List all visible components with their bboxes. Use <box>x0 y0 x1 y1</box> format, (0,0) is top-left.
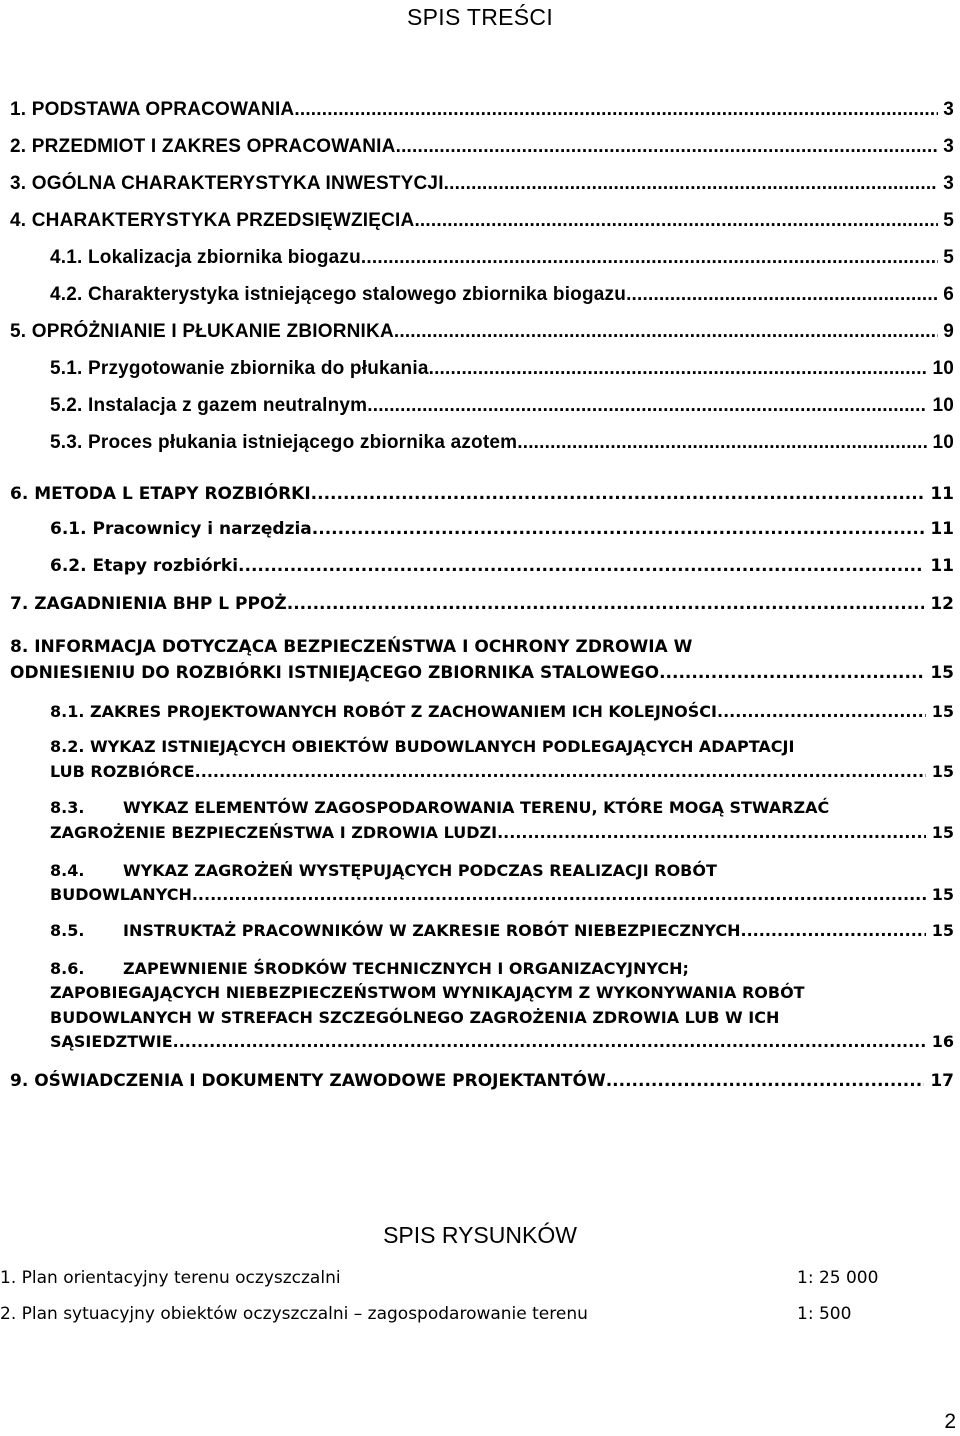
toc-entry-line3 <box>50 1006 779 1030</box>
leader-dots <box>195 760 927 784</box>
toc-entry-title: OŚWIADCZENIA I DOKUMENTY ZAWODOWE PROJEKTANTÓW <box>34 1071 606 1091</box>
toc-entry-title: ZAKRES PROJEKTOWANYCH ROBÓT Z ZACHOWANIEM ICH KOLEJNOŚCI <box>90 702 717 721</box>
toc-entry[interactable] <box>50 357 954 381</box>
toc-entry-title-cont: SĄSIEDZTWIE <box>50 1032 173 1051</box>
toc-entry-page: 17 <box>930 1071 954 1091</box>
toc-entry-line1[interactable] <box>50 796 954 820</box>
toc-entry-title-cont: ZAPOBIEGAJĄCYCH NIEBEZPIECZEŃSTWOM WYNIKAJĄCYM Z WYKONYWANIA ROBÓT <box>50 983 805 1002</box>
figure-entry[interactable] <box>0 1268 960 1294</box>
toc-entry[interactable] <box>10 172 954 196</box>
toc-entry-number: 8.6. <box>50 959 85 978</box>
toc-entry-page: 12 <box>930 594 954 614</box>
toc-entry-number: 5.2. <box>50 395 83 416</box>
toc-entry-number: 5. <box>10 321 27 342</box>
toc-entry-number: 8.5. <box>50 921 85 940</box>
toc-entry-title: Instalacja z gazem neutralnym <box>87 395 368 416</box>
toc-entry-number: 8.2. <box>50 737 85 756</box>
toc-entry-page: 15 <box>931 762 954 781</box>
toc-entry-title-cont: ODNIESIENIU DO ROZBIÓRKI ISTNIEJĄCEGO ZBIORNIKA STALOWEGO <box>10 663 660 683</box>
toc-entry-title: CHARAKTERYSTYKA PRZEDSIĘWZIĘCIA <box>31 210 415 231</box>
toc-entry[interactable] <box>10 661 954 685</box>
toc-entry[interactable] <box>10 135 954 159</box>
toc-entry-number: 4.2. <box>50 284 83 305</box>
leader-dots <box>173 1030 927 1054</box>
leader-dots <box>300 98 938 122</box>
toc-entry-title: PRZEDMIOT I ZAKRES OPRACOWANIA. <box>31 136 402 157</box>
leader-dots <box>659 661 924 685</box>
toc-entry-page: 15 <box>931 702 954 721</box>
toc-entry-page: 6 <box>943 284 954 305</box>
figure-scale: 1: 500 <box>797 1304 852 1324</box>
toc-entry-number: 7. <box>10 594 29 614</box>
toc-entry-title: METODA L ETAPY ROZBIÓRKI <box>34 484 311 504</box>
toc-entry-page: 15 <box>931 885 954 904</box>
toc-entry-number: 5.3. <box>50 432 83 453</box>
toc-entry[interactable] <box>50 431 954 455</box>
leader-dots <box>497 821 926 845</box>
toc-entry-number: 4.1. <box>50 247 83 268</box>
figure-scale: 1: 25 000 <box>797 1268 879 1288</box>
leader-dots <box>401 135 938 159</box>
toc-entry-title-cont: LUB ROZBIÓRCE <box>50 762 195 781</box>
leader-dots <box>414 209 937 233</box>
leader-dots <box>367 394 927 418</box>
toc-entry-number: 8. <box>10 637 29 657</box>
toc-title: SPIS TREŚCI <box>406 4 554 30</box>
toc-entry-page: 15 <box>930 663 954 683</box>
toc-entry-page: 11 <box>930 519 954 539</box>
toc-entry-page: 11 <box>930 556 954 576</box>
toc-entry-number: 1. <box>10 99 27 120</box>
toc-entry-line2 <box>50 981 805 1005</box>
leader-dots <box>287 592 925 616</box>
toc-entry-title: Pracownicy i narzędzia <box>92 519 312 539</box>
leader-dots <box>429 357 927 381</box>
toc-entry-page: 3 <box>943 99 954 120</box>
toc-entry[interactable] <box>50 394 954 418</box>
toc-entry[interactable] <box>50 283 954 307</box>
leader-dots <box>312 517 925 541</box>
leader-dots <box>399 320 937 344</box>
toc-entry-title-cont: BUDOWLANYCH W STREFACH SZCZEGÓLNEGO ZAGROŻENIA ZDROWIA LUB W ICH <box>50 1008 780 1027</box>
toc-entry-number: 8.3. <box>50 798 85 817</box>
toc-entry-page: 10 <box>932 432 954 453</box>
toc-entry-title-cont: BUDOWLANYCH <box>50 885 192 904</box>
toc-entry[interactable] <box>10 482 954 506</box>
toc-entry-number: 9. <box>10 1071 29 1091</box>
page-number: 2 <box>944 1410 956 1433</box>
leader-dots <box>741 919 927 943</box>
toc-entry-page: 5 <box>943 210 954 231</box>
toc-entry[interactable] <box>10 209 954 233</box>
toc-entry-title: Etapy rozbiórki <box>92 556 239 576</box>
toc-entry[interactable] <box>10 320 954 344</box>
toc-entry[interactable] <box>50 554 954 578</box>
toc-entry-line1[interactable] <box>50 957 954 981</box>
toc-entry[interactable] <box>10 98 954 122</box>
toc-entry-page: 15 <box>931 921 954 940</box>
toc-entry-page: 16 <box>931 1032 954 1051</box>
toc-entry-page: 10 <box>932 395 954 416</box>
toc-entry-title: WYKAZ ISTNIEJĄCYCH OBIEKTÓW BUDOWLANYCH PODLEGAJĄCYCH ADAPTACJI <box>90 737 795 756</box>
figure-label: 1. Plan orientacyjny terenu oczyszczalni <box>0 1268 341 1288</box>
leader-dots <box>449 172 938 196</box>
toc-entry[interactable] <box>50 919 954 943</box>
leader-dots <box>517 431 927 455</box>
toc-entry-page: 5 <box>943 247 954 268</box>
toc-entry-title: ZAGADNIENIA BHP L PPOŻ <box>34 594 287 614</box>
toc-entry-line1[interactable] <box>10 635 692 659</box>
toc-entry-number: 3. <box>10 173 27 194</box>
leader-dots <box>238 554 924 578</box>
toc-entry-title: Proces płukania istniejącego zbiornika azotem <box>87 432 518 453</box>
toc-entry[interactable] <box>50 760 954 784</box>
leader-dots <box>717 700 926 724</box>
toc-entry-title: Lokalizacja zbiornika biogazu <box>87 247 361 268</box>
leader-dots <box>361 246 938 270</box>
toc-entry-number: 2. <box>10 136 27 157</box>
toc-entry-page: 9 <box>943 321 954 342</box>
figure-entry[interactable] <box>0 1304 960 1330</box>
toc-entry[interactable] <box>10 592 954 616</box>
toc-entry-line1[interactable] <box>50 859 954 883</box>
toc-entry-title: INSTRUKTAŻ PRACOWNIKÓW W ZAKRESIE ROBÓT NIEBEZPIECZNYCH <box>123 921 741 940</box>
toc-entry-title: WYKAZ ELEMENTÓW ZAGOSPODAROWANIA TERENU, KTÓRE MOGĄ STWARZAĆ <box>123 798 830 817</box>
toc-entry-page: 3 <box>943 136 954 157</box>
toc-entry-title: INFORMACJA DOTYCZĄCA BEZPIECZEŃSTWA I OCHRONY ZDROWIA W <box>34 637 693 657</box>
figure-label: 2. Plan sytuacyjny obiektów oczyszczalni – zagospodarowanie terenu <box>0 1304 588 1324</box>
toc-entry[interactable] <box>50 246 954 270</box>
toc-entry-line1[interactable] <box>50 735 794 759</box>
toc-entry-page: 10 <box>932 358 954 379</box>
toc-entry-title-cont: ZAGROŻENIE BEZPIECZEŃSTWA I ZDROWIA LUDZI <box>50 823 498 842</box>
leader-dots <box>606 1069 925 1093</box>
leader-dots <box>626 283 938 307</box>
toc-entry[interactable] <box>50 700 954 724</box>
toc-entry-title: PODSTAWA OPRACOWANIA. <box>31 99 300 120</box>
toc-entry-title: ZAPEWNIENIE ŚRODKÓW TECHNICZNYCH I ORGANIZACYJNYCH; <box>123 959 689 978</box>
leader-dots <box>311 482 925 506</box>
toc-entry-title: OGÓLNA CHARAKTERYSTYKA INWESTYCJI. <box>31 173 450 194</box>
toc-entry-number: 8.4. <box>50 861 85 880</box>
toc-entry-title: WYKAZ ZAGROŻEŃ WYSTĘPUJĄCYCH PODCZAS REALIZACJI ROBÓT <box>123 861 717 880</box>
toc-entry-page: 15 <box>931 823 954 842</box>
toc-entry-number: 6.1. <box>50 519 87 539</box>
toc-entry-page: 11 <box>930 484 954 504</box>
leader-dots <box>192 883 926 907</box>
toc-entry[interactable] <box>50 821 954 845</box>
figures-list-title: SPIS RYSUNKÓW <box>383 1222 577 1248</box>
toc-entry-page: 3 <box>943 173 954 194</box>
toc-entry-title: OPRÓŻNIANIE I PŁUKANIE ZBIORNIKA. <box>31 321 400 342</box>
toc-entry-number: 6. <box>10 484 29 504</box>
toc-entry-number: 6.2. <box>50 556 87 576</box>
toc-entry-number: 8.1. <box>50 702 85 721</box>
toc-entry[interactable] <box>10 1069 954 1093</box>
toc-entry[interactable] <box>50 1030 954 1054</box>
toc-entry[interactable] <box>50 883 954 907</box>
toc-entry-number: 4. <box>10 210 27 231</box>
toc-entry-title: Charakterystyka istniejącego stalowego zbiornika biogazu <box>87 284 627 305</box>
toc-entry-number: 5.1. <box>50 358 83 379</box>
toc-entry-title: Przygotowanie zbiornika do płukania <box>87 358 429 379</box>
toc-entry[interactable] <box>50 517 954 541</box>
